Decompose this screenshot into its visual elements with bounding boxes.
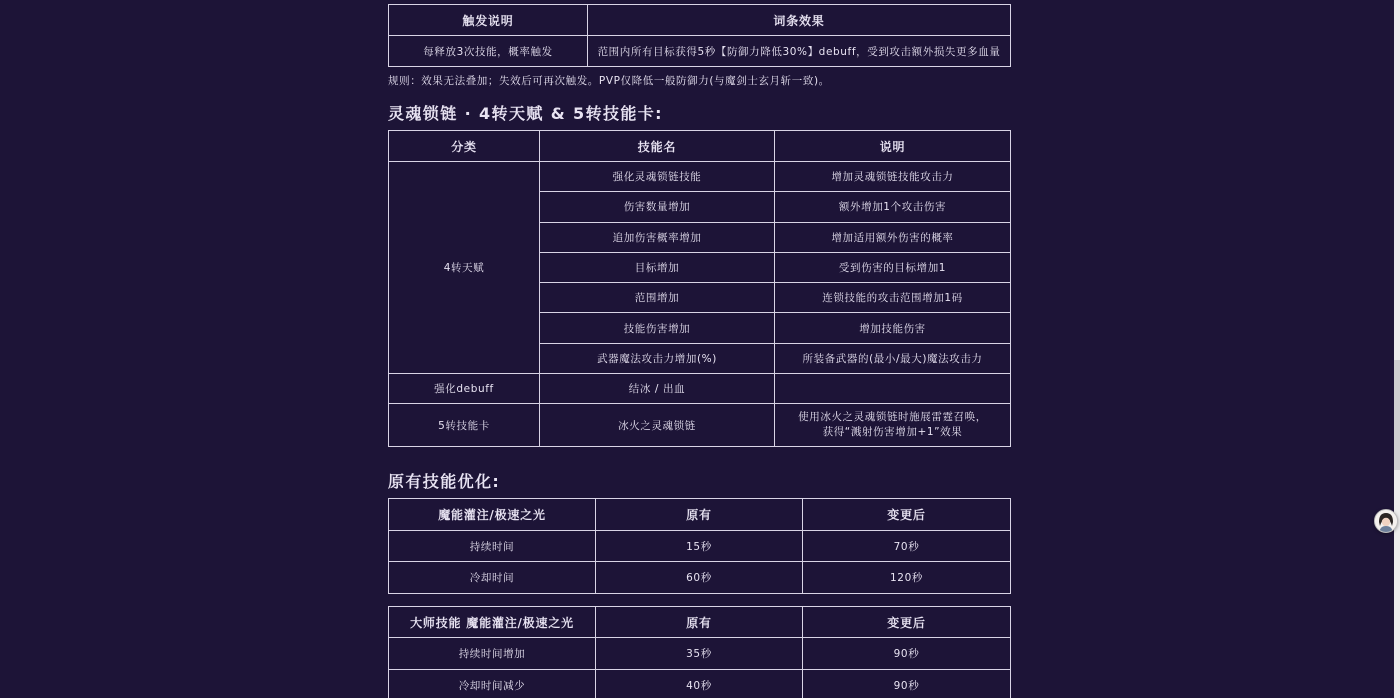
table-cell: 追加伤害概率增加: [540, 222, 775, 252]
table-cell: 冷却时间减少: [389, 669, 596, 698]
table-cell: 武器魔法攻击力增加(%): [540, 343, 775, 373]
article-content: [388, 4, 1010, 698]
category-cell: 5转技能卡: [389, 404, 540, 447]
scrollbar[interactable]: [1394, 0, 1400, 698]
table-row: [389, 162, 1011, 192]
table-cell: 120秒: [803, 562, 1011, 594]
header-cell: 变更后: [803, 499, 1011, 531]
rule-text: 规则：效果无法叠加；失效后可再次触发。PVP仅降低一般防御力(与魔剑士玄月斩一致)。: [388, 75, 830, 87]
table-row: [389, 404, 1011, 447]
soul-chain-table: [388, 130, 1011, 447]
table-cell: 强化灵魂锁链技能: [540, 162, 775, 192]
table-cell: 60秒: [596, 562, 803, 594]
table-header-row: [389, 606, 1011, 638]
table-cell: 连锁技能的攻击范围增加1码: [775, 283, 1011, 313]
table-cell: 90秒: [803, 638, 1011, 670]
table-row: [389, 669, 1011, 698]
table-header-row: [389, 5, 1011, 36]
table-row: [389, 374, 1011, 404]
table-cell: 40秒: [596, 669, 803, 698]
header-cell: 魔能灌注/极速之光: [389, 499, 596, 531]
user-avatar-icon[interactable]: [1374, 509, 1398, 533]
table-cell: 冷却时间: [389, 562, 596, 594]
header-cell: 大师技能 魔能灌注/极速之光: [389, 606, 596, 638]
table-cell: 结冰 / 出血: [540, 374, 775, 404]
section-title-original-skills: 原有技能优化:: [388, 472, 501, 492]
section-title-soul-chain: 灵魂锁链 · 4转天赋 & 5转技能卡:: [388, 104, 663, 123]
table-cell: 持续时间: [389, 530, 596, 562]
table-cell: 额外增加1个攻击伤害: [775, 192, 1011, 222]
header-cell: 原有: [596, 499, 803, 531]
table-cell: 技能伤害增加: [540, 313, 775, 343]
category-cell: 强化debuff: [389, 374, 540, 404]
table-row: [389, 530, 1011, 562]
header-cell: 原有: [596, 606, 803, 638]
category-cell: 4转天赋: [389, 162, 540, 374]
header-cell: 触发说明: [389, 5, 588, 36]
magic-infusion-table: [388, 498, 1011, 594]
header-cell: 分类: [389, 131, 540, 162]
table-cell: 持续时间增加: [389, 638, 596, 670]
table-cell: 目标增加: [540, 252, 775, 282]
table-cell: 伤害数量增加: [540, 192, 775, 222]
table-header-row: [389, 131, 1011, 162]
table-cell: 受到伤害的目标增加1: [775, 252, 1011, 282]
table-cell: 所装备武器的(最小/最大)魔法攻击力: [775, 343, 1011, 373]
table-cell: 增加技能伤害: [775, 313, 1011, 343]
table-row: [389, 638, 1011, 670]
table-cell: [775, 374, 1011, 404]
description-line: 获得“溅射伤害增加+1”效果: [822, 426, 963, 439]
table-row: [389, 562, 1011, 594]
header-cell: 变更后: [803, 606, 1011, 638]
table-cell: 35秒: [596, 638, 803, 670]
table-cell: 范围内所有目标获得5秒【防御力降低30%】debuff，受到攻击额外损失更多血量: [588, 36, 1011, 67]
table-cell: 冰火之灵魂锁链: [540, 404, 775, 447]
table-cell: 增加适用额外伤害的概率: [775, 222, 1011, 252]
header-cell: 词条效果: [588, 5, 1011, 36]
table-row: [389, 36, 1011, 67]
table-cell: 增加灵魂锁链技能攻击力: [775, 162, 1011, 192]
table-cell: [775, 404, 1011, 447]
header-cell: 技能名: [540, 131, 775, 162]
scrollbar-thumb[interactable]: [1394, 360, 1400, 470]
header-cell: 说明: [775, 131, 1011, 162]
trigger-table: [388, 4, 1011, 67]
table-header-row: [389, 499, 1011, 531]
table-cell: 70秒: [803, 530, 1011, 562]
description-line: 使用冰火之灵魂锁链时施展雷霆召唤，: [798, 411, 987, 424]
table-cell: 范围增加: [540, 283, 775, 313]
master-skill-table: [388, 606, 1011, 698]
table-cell: 每释放3次技能，概率触发: [389, 36, 588, 67]
table-cell: 15秒: [596, 530, 803, 562]
table-cell: 90秒: [803, 669, 1011, 698]
spacer: [388, 594, 1010, 606]
